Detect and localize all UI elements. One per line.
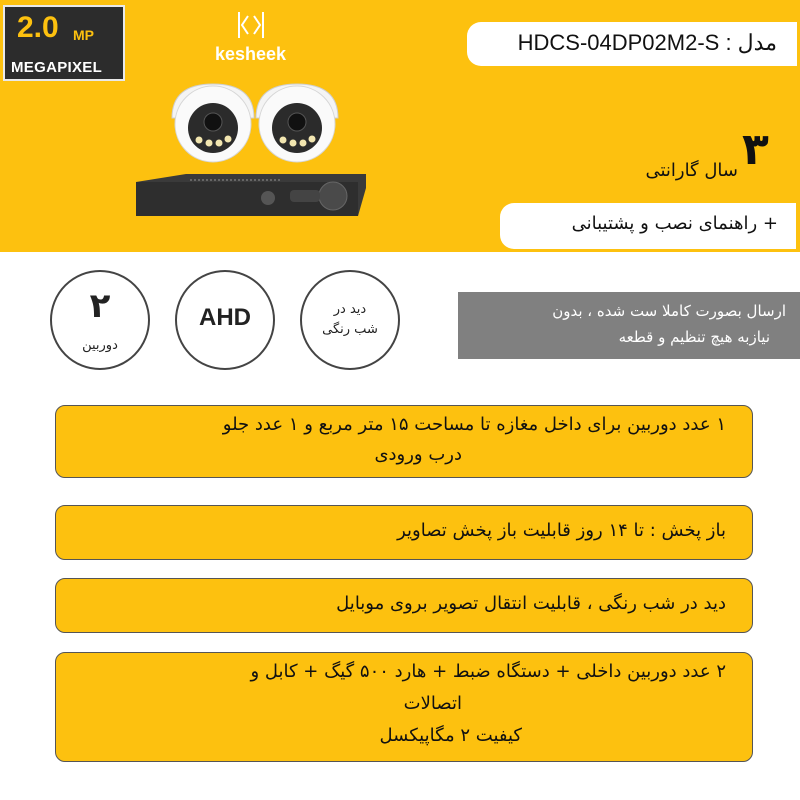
feature-line: اتصالات — [403, 693, 462, 714]
shipping-line2: نیازبه هیچ تنظیم و قطعه — [618, 328, 770, 346]
night-vision-line1: دید در — [333, 302, 367, 317]
brand-name: kesheek — [215, 44, 287, 64]
shipping-note — [458, 292, 800, 359]
feature-box-package — [55, 652, 753, 762]
megapixel-badge — [3, 5, 125, 81]
feature-box-night-vision — [55, 578, 753, 633]
night-vision-circle — [300, 270, 400, 370]
guide-text: + راهنمای نصب و پشتیبانی — [571, 213, 778, 234]
night-vision-line2: شب رنگی — [322, 322, 378, 337]
warranty-text: سال گارانتی — [645, 160, 738, 181]
model-box — [467, 22, 797, 66]
guide-box — [500, 203, 796, 249]
feature-line: دید در شب رنگی ، قابلیت انتقال تصویر بروی موبایل — [336, 593, 726, 614]
cameras-count-number: ۲ — [89, 286, 111, 326]
ahd-label: AHD — [199, 304, 251, 331]
feature-line: درب ورودی — [374, 444, 462, 465]
megapixel-value: 2.0 — [17, 11, 59, 44]
feature-line: ۱ عدد دوربین برای داخل مغازه تا مساحت ۱۵ متر مربع و ۱ عدد جلو — [222, 414, 726, 435]
cameras-count-circle — [50, 270, 150, 370]
megapixel-label: MEGAPIXEL — [11, 59, 103, 76]
feature-line: ۲ عدد دوربین داخلی + دستگاه ضبط + هارد ۵۰۰ گیگ + کابل و — [250, 661, 726, 682]
cameras-count-label: دوربین — [82, 338, 118, 353]
megapixel-unit: MP — [73, 27, 94, 43]
kesheek-logo-icon — [236, 10, 266, 40]
product-image — [130, 78, 370, 223]
shipping-line1: ارسال بصورت کاملا ست شده ، بدون — [552, 302, 786, 320]
feature-line: باز پخش : تا ۱۴ روز قابلیت باز پخش تصاویر — [397, 520, 726, 541]
feature-box-cameras — [55, 405, 753, 478]
feature-line: کیفیت ۲ مگاپیکسل — [379, 725, 522, 746]
ahd-circle — [175, 270, 275, 370]
model-text: مدل : HDCS-04DP02M2-S — [517, 30, 777, 55]
feature-box-playback — [55, 505, 753, 560]
warranty-number: ۳ — [742, 124, 769, 175]
